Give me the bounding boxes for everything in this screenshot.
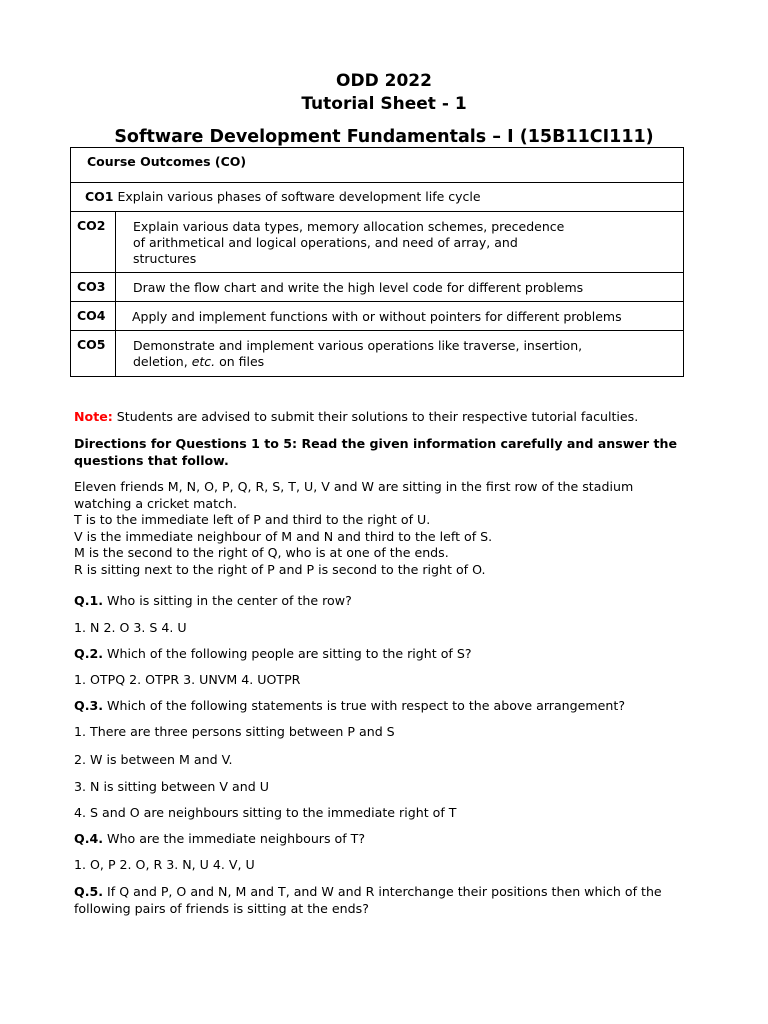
question-3-option-1: 1. There are three persons sitting between P and S <box>74 724 395 739</box>
directions-line: Directions for Questions 1 to 5: Read the given information carefully and answer the <box>74 436 678 451</box>
question-1 <box>74 593 694 610</box>
question-3-option-2: 2. W is between M and V. <box>74 752 233 767</box>
question-2-options: 1. OTPQ 2. OTPR 3. UNVM 4. UOTPR <box>74 672 301 687</box>
question-text: Who is sitting in the center of the row? <box>103 593 352 608</box>
question-3 <box>74 698 694 715</box>
co-description-line <box>133 354 679 370</box>
passage-line: T is to the immediate left of P and third to the right of U. <box>74 512 431 527</box>
question-4 <box>74 831 694 848</box>
note-label: Note: <box>74 409 113 424</box>
co-description-line: structures <box>133 251 197 266</box>
question-text: Who are the immediate neighbours of T? <box>103 831 366 846</box>
co-text: deletion, <box>133 354 192 369</box>
question-1-options: 1. N 2. O 3. S 4. U <box>74 620 187 635</box>
question-text: If Q and P, O and N, M and T, and W and R interchange their positions then which of the <box>103 884 662 899</box>
co-description <box>116 331 683 370</box>
outcomes-heading: Course Outcomes (CO) <box>87 154 247 169</box>
passage-line: M is the second to the right of Q, who is at one of the ends. <box>74 545 449 560</box>
co-code: CO1 <box>85 189 114 204</box>
passage-line: V is the immediate neighbour of M and N and third to the left of S. <box>74 528 493 544</box>
passage-line: R is sitting next to the right of P and P is second to the right of O. <box>74 561 486 577</box>
question-4-options: 1. O, P 2. O, R 3. N, U 4. V, U <box>74 857 255 872</box>
co-code: CO2 <box>77 218 106 233</box>
table-row <box>71 331 684 377</box>
note-text: Students are advised to submit their solutions to their respective tutorial faculties. <box>112 409 639 424</box>
co-description-line: Demonstrate and implement various operations like traverse, insertion, <box>133 338 583 353</box>
question-2 <box>74 646 694 663</box>
table-row <box>71 273 684 302</box>
term-title: ODD 2022 <box>336 71 432 91</box>
course-outcomes-table <box>70 147 684 377</box>
question-label: Q.5. <box>74 884 104 899</box>
table-row <box>71 212 684 273</box>
question-5 <box>74 884 694 917</box>
directions <box>74 436 694 469</box>
question-3-option-3: 3. N is sitting between V and U <box>74 779 269 794</box>
co-description-line: of arithmetical and logical operations, and need of array, and <box>133 235 518 250</box>
question-text: Which of the following people are sitting to the right of S? <box>103 646 472 661</box>
question-3-option-4: 4. S and O are neighbours sitting to the immediate right of T <box>74 805 457 820</box>
directions-line: questions that follow. <box>74 452 229 468</box>
co-text-italic: etc. <box>191 354 216 369</box>
question-text: Which of the following statements is true with respect to the above arrangement? <box>103 698 626 713</box>
passage <box>74 479 694 578</box>
table-row <box>71 183 684 212</box>
passage-line: Eleven friends M, N, O, P, Q, R, S, T, U, V and W are sitting in the first row of the stadium <box>74 479 634 494</box>
course-title: Software Development Fundamentals – I (15B11CI111) <box>114 127 654 147</box>
question-5-line: following pairs of friends is sitting at the ends? <box>74 900 369 916</box>
co-description <box>116 212 683 267</box>
co-description: Apply and implement functions with or without pointers for different problems <box>132 309 622 324</box>
co-description-line: Explain various data types, memory allocation schemes, precedence <box>133 219 565 234</box>
co-description: Draw the flow chart and write the high level code for different problems <box>133 280 584 295</box>
co-code: CO3 <box>77 279 106 294</box>
question-label: Q.3. <box>74 698 104 713</box>
question-5-line <box>74 884 694 901</box>
passage-line: watching a cricket match. <box>74 495 237 511</box>
question-label: Q.2. <box>74 646 104 661</box>
sheet-title: Tutorial Sheet - 1 <box>301 94 467 114</box>
table-row <box>71 148 684 183</box>
question-label: Q.4. <box>74 831 104 846</box>
question-label: Q.1. <box>74 593 104 608</box>
co-text: on files <box>215 354 265 369</box>
co-code: CO4 <box>77 308 106 323</box>
table-row <box>71 302 684 331</box>
co-description: Explain various phases of software development life cycle <box>117 189 481 204</box>
note-line <box>74 409 694 426</box>
co-code: CO5 <box>77 337 106 352</box>
